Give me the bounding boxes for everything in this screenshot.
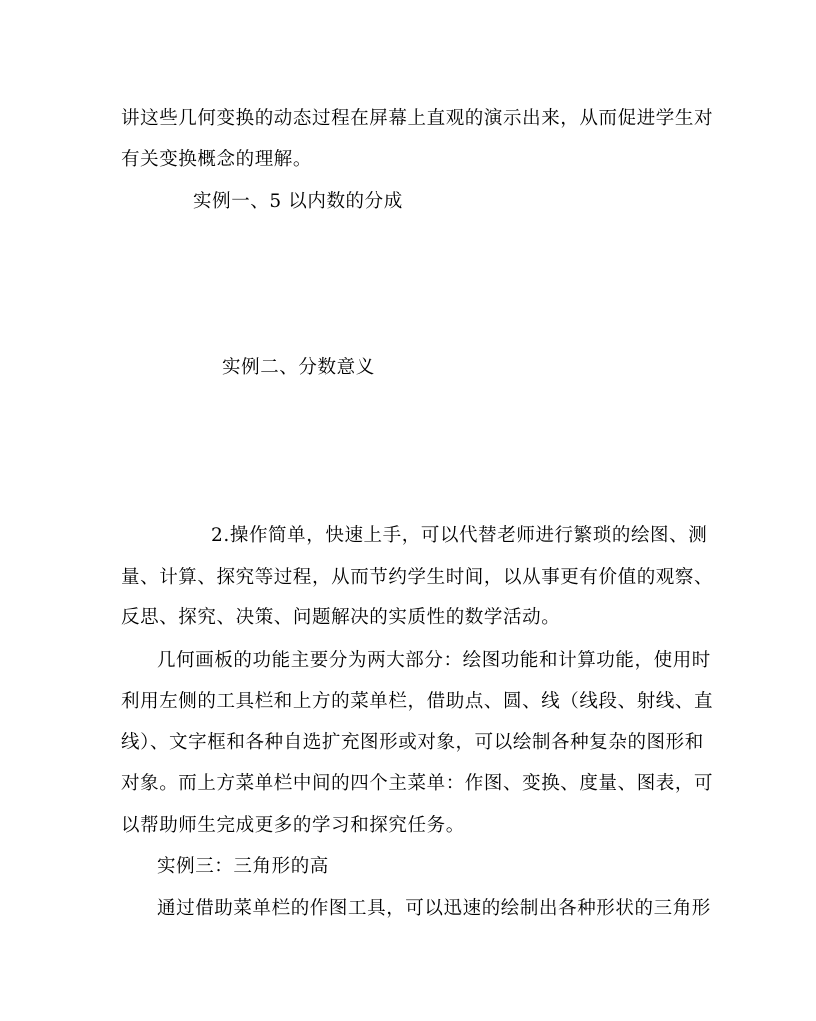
paragraph-line-6: 几何画板的功能主要分为两大部分：绘图功能和计算功能，使用时	[157, 650, 711, 671]
paragraph-line-10: 以帮助师生完成更多的学习和探究任务。	[121, 815, 465, 836]
paragraph-line-3: 2.操作简单，快速上手，可以代替老师进行繁琐的绘图、测	[211, 525, 708, 546]
paragraph-line-7: 利用左侧的工具栏和上方的菜单栏，借助点、圆、线（线段、射线、直	[121, 691, 714, 712]
example-2-heading: 实例二、分数意义	[222, 357, 375, 378]
paragraph-line-2: 有关变换概念的理解。	[121, 149, 313, 170]
example-1-heading: 实例一、5 以内数的分成	[193, 191, 403, 212]
paragraph-line-1: 讲这些几何变换的动态过程在屏幕上直观的演示出来，从而促进学生对	[121, 108, 714, 129]
paragraph-line-9: 对象。而上方菜单栏中间的四个主菜单：作图、变换、度量、图表，可	[121, 773, 714, 794]
paragraph-line-11: 通过借助菜单栏的作图工具，可以迅速的绘制出各种形状的三角形	[157, 898, 711, 919]
paragraph-line-4: 量、计算、探究等过程，从而节约学生时间，以从事更有价值的观察、	[121, 567, 714, 588]
paragraph-line-5: 反思、探究、决策、问题解决的实质性的数学活动。	[121, 607, 561, 628]
example-3-heading: 实例三：三角形的高	[157, 856, 329, 877]
paragraph-line-8: 线）、文字框和各种自选扩充图形或对象，可以绘制各种复杂的图形和	[121, 732, 704, 753]
